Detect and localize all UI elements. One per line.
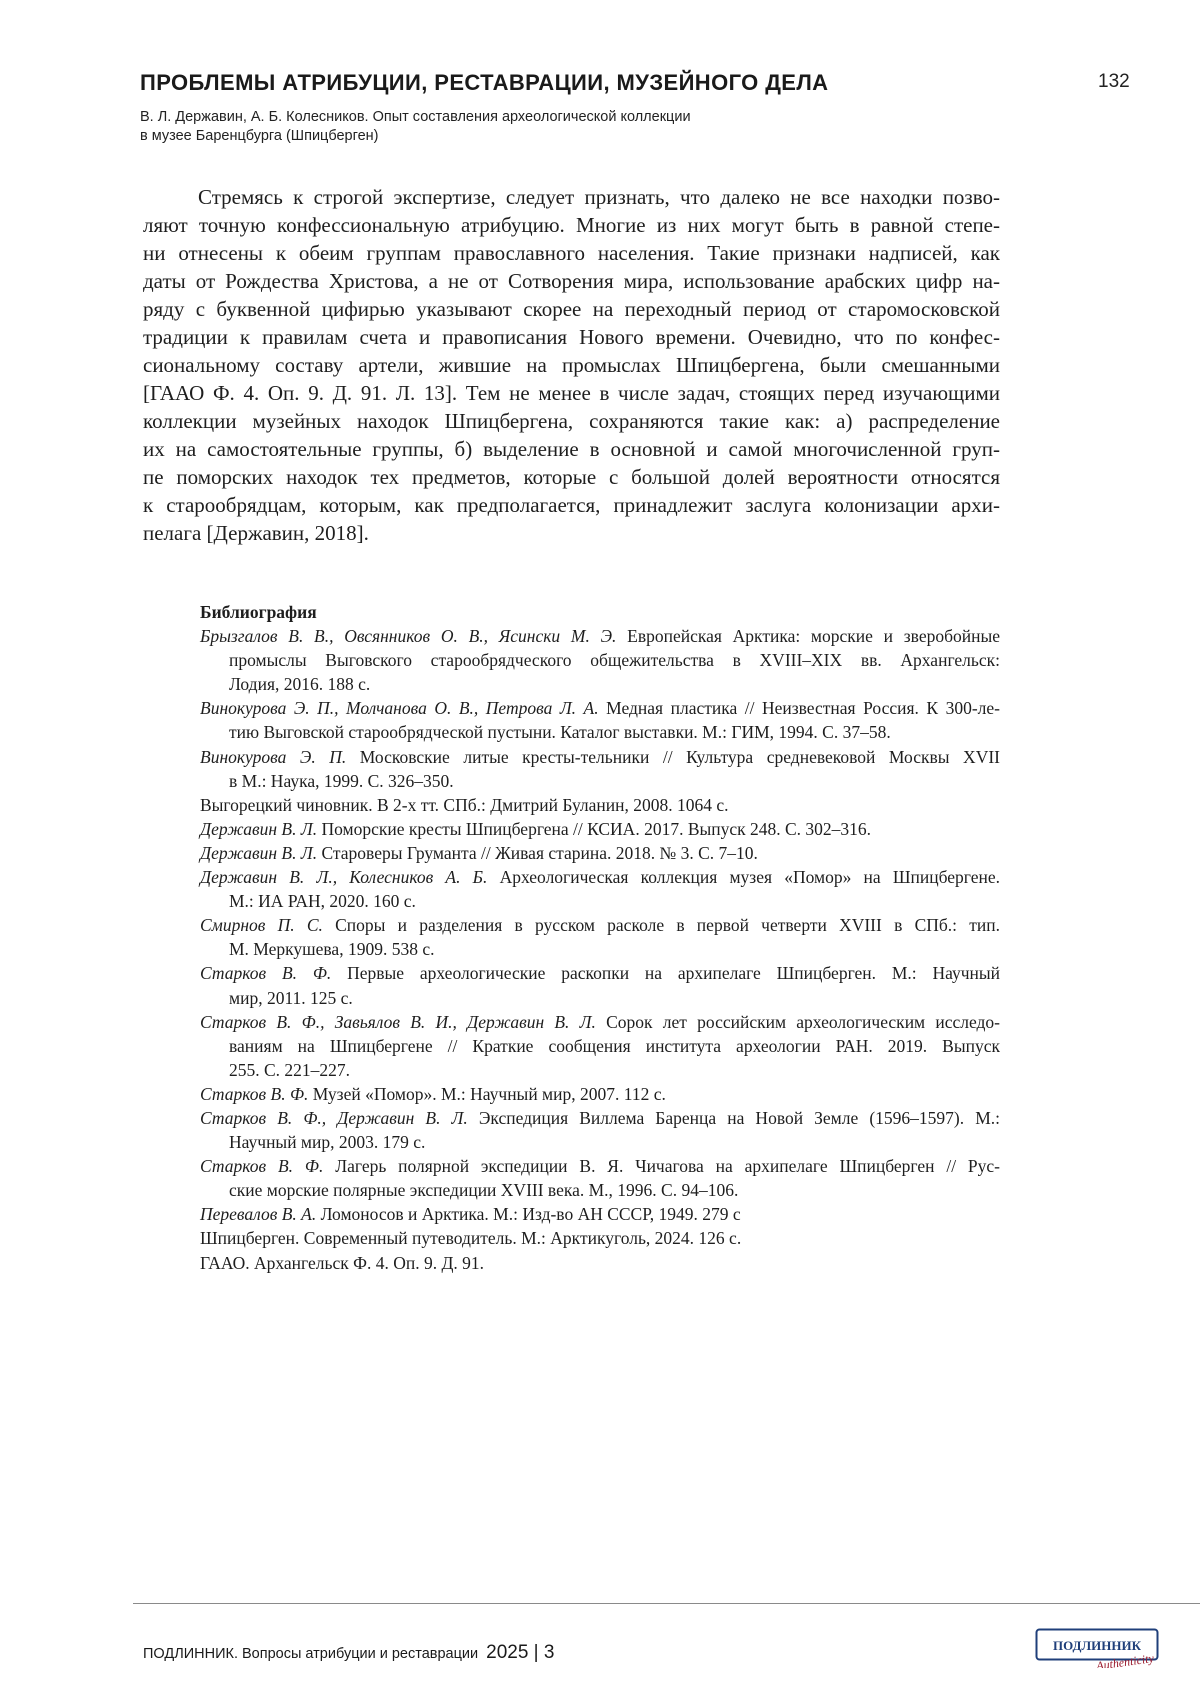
bibliography-entry	[200, 865, 1000, 913]
bibliography-entry	[200, 1010, 1000, 1082]
journal-name: ПОДЛИННИК. Вопросы атрибуции и реставрации	[143, 1646, 478, 1662]
entry-text: промыслы Выговского старообрядческого общежительства в XVIII–XIX вв. Архангельск:	[229, 650, 1000, 670]
article-reference-line: в музее Баренцбурга (Шпицберген)	[140, 127, 691, 146]
entry-text: тию Выговской старообрядческой пустыни. Каталог выставки. М.: ГИМ, 1994. С. 37–58.	[229, 722, 891, 742]
bibliography-entry-line	[200, 745, 1000, 769]
section-title: ПРОБЛЕМЫ АТРИБУЦИИ, РЕСТАВРАЦИИ, МУЗЕЙНОГО ДЕЛА	[140, 70, 828, 96]
bibliography-entry-line	[200, 841, 1000, 865]
bibliography-entry-line	[200, 865, 1000, 889]
entry-author: Старков В. Ф.	[200, 1084, 308, 1104]
issue-number: 2025 | 3	[486, 1642, 554, 1663]
bibliography-entry	[200, 841, 1000, 865]
body-line: ляют точную конфессиональную атрибуцию. Многие из них могут быть в равной степе-	[143, 211, 1000, 239]
bibliography-entry	[200, 793, 1000, 817]
body-line: ни отнесены к обеим группам православного населения. Такие признаки надписей, как	[143, 239, 1000, 267]
svg-text:ПОДЛИННИК: ПОДЛИННИК	[1053, 1638, 1142, 1653]
entry-text: в М.: Наука, 1999. С. 326–350.	[229, 771, 454, 791]
bibliography-entry	[200, 624, 1000, 696]
bibliography-entry	[200, 745, 1000, 793]
entry-text: мир, 2011. 125 с.	[229, 988, 353, 1008]
bibliography	[200, 600, 1000, 1275]
entry-author: Перевалов В. А.	[200, 1204, 316, 1224]
bibliography-entry	[200, 1082, 1000, 1106]
bibliography-entry-line	[200, 1130, 1000, 1154]
bibliography-entry	[200, 817, 1000, 841]
bibliography-entry	[200, 1154, 1000, 1202]
bibliography-entry-line	[200, 696, 1000, 720]
entry-text: Споры и разделения в русском расколе в первой четверти XVIII в СПб.: тип.	[335, 915, 1000, 935]
bibliography-entry-line	[200, 1106, 1000, 1130]
entry-text: Европейская Арктика: морские и зверобойные	[627, 626, 1000, 646]
bibliography-entry	[200, 1202, 1000, 1226]
bibliography-entry-line	[200, 720, 1000, 744]
entry-author: Винокурова Э. П.	[200, 747, 346, 767]
entry-author: Старков В. Ф., Завьялов В. И., Державин В. Л.	[200, 1012, 596, 1032]
entry-text: Ломоносов и Арктика. М.: Изд-во АН СССР, 1949. 279 с	[321, 1204, 741, 1224]
article-reference-line: В. Л. Державин, А. Б. Колесников. Опыт составления археологической коллекции	[140, 108, 691, 127]
body-line: сиональному составу артели, жившие на промыслах Шпицбергена, были смешанными	[143, 351, 1000, 379]
body-line: традиции к правилам счета и правописания Нового времени. Очевидно, что по конфес-	[143, 323, 1000, 351]
body-line: к старообрядцам, которым, как предполагается, принадлежит заслуга колонизации архи-	[143, 491, 1000, 519]
entry-text: Научный мир, 2003. 179 с.	[229, 1132, 425, 1152]
body-line: даты от Рождества Христова, а не от Сотворения мира, использование арабских цифр на-	[143, 267, 1000, 295]
entry-author: Старков В. Ф.	[200, 1156, 323, 1176]
entry-author: Державин В. Л.	[200, 819, 317, 839]
footer-journal	[143, 1642, 554, 1664]
bibliography-entry-line	[200, 624, 1000, 648]
bibliography-entry-line	[200, 1082, 1000, 1106]
entry-text: Археологическая коллекция музея «Помор» на Шпицбергене.	[500, 867, 1000, 887]
bibliography-entry-line	[200, 1226, 1000, 1250]
bibliography-entry	[200, 961, 1000, 1009]
entry-text: Музей «Помор». М.: Научный мир, 2007. 112 с.	[313, 1084, 666, 1104]
entry-text: М. Меркушева, 1909. 538 с.	[229, 939, 434, 959]
entry-text: 255. С. 221–227.	[229, 1060, 350, 1080]
bibliography-entry	[200, 1106, 1000, 1154]
entry-author: Державин В. Л.	[200, 843, 317, 863]
body-line: коллекции музейных находок Шпицбергена, сохраняются такие как: а) распределение	[143, 407, 1000, 435]
bibliography-entry-line	[200, 1058, 1000, 1082]
entry-text: Выгорецкий чиновник. В 2-х тт. СПб.: Дмитрий Буланин, 2008. 1064 с.	[200, 795, 729, 815]
entry-text: Лодия, 2016. 188 с.	[229, 674, 370, 694]
body-paragraph	[143, 183, 1000, 547]
entry-text: ваниям на Шпицбергене // Краткие сообщения института археологии РАН. 2019. Выпуск	[229, 1036, 1000, 1056]
footer-divider	[133, 1603, 1200, 1604]
bibliography-entry	[200, 696, 1000, 744]
article-reference	[140, 108, 691, 146]
entry-text: Лагерь полярной экспедиции В. Я. Чичагова на архипелаге Шпицберген // Рус-	[335, 1156, 1000, 1176]
bibliography-entry-line	[200, 986, 1000, 1010]
bibliography-entry-line	[200, 793, 1000, 817]
bibliography-entry-line	[200, 913, 1000, 937]
bibliography-entry-line	[200, 672, 1000, 696]
body-line: пелага [Державин, 2018].	[143, 519, 1000, 547]
entry-text: Медная пластика // Неизвестная Россия. К 300-ле-	[606, 698, 1000, 718]
entry-text: ГААО. Архангельск Ф. 4. Оп. 9. Д. 91.	[200, 1253, 484, 1273]
entry-text: Экспедиция Виллема Баренца на Новой Земле (1596–1597). М.:	[479, 1108, 1000, 1128]
svg-text:Authenticity: Authenticity	[1094, 1651, 1155, 1668]
bibliography-entry-line	[200, 1154, 1000, 1178]
entry-text: М.: ИА РАН, 2020. 160 с.	[229, 891, 416, 911]
bibliography-entry	[200, 1226, 1000, 1250]
bibliography-entry-line	[200, 1010, 1000, 1034]
bibliography-entry-line	[200, 1202, 1000, 1226]
bibliography-entry-line	[200, 1034, 1000, 1058]
entry-text: Московские литые кресты-тельники // Культура средневековой Москвы XVII	[360, 747, 1000, 767]
entry-text: Сорок лет российским археологическим исследо-	[606, 1012, 1000, 1032]
entry-author: Смирнов П. С.	[200, 915, 323, 935]
entry-author: Старков В. Ф., Державин В. Л.	[200, 1108, 468, 1128]
body-line: Стремясь к строгой экспертизе, следует признать, что далеко не все находки позво-	[143, 183, 1000, 211]
bibliography-entry	[200, 1251, 1000, 1275]
bibliography-entry-line	[200, 769, 1000, 793]
entry-author: Державин В. Л., Колесников А. Б.	[200, 867, 487, 887]
entry-text: Поморские кресты Шпицбергена // КСИА. 2017. Выпуск 248. С. 302–316.	[321, 819, 871, 839]
entry-text: Первые археологические раскопки на архипелаге Шпицберген. М.: Научный	[347, 963, 1000, 983]
body-line: ряду с буквенной цифирью указывают скорее на переходный период от старомосковской	[143, 295, 1000, 323]
journal-logo	[1035, 1628, 1163, 1668]
body-line: пе поморских находок тех предметов, которые с большой долей вероятности относятся	[143, 463, 1000, 491]
entry-text: ские морские полярные экспедиции XVIII века. М., 1996. С. 94–106.	[229, 1180, 738, 1200]
bibliography-entry-line	[200, 648, 1000, 672]
bibliography-entry-line	[200, 937, 1000, 961]
entry-text: Староверы Груманта // Живая старина. 2018. № 3. С. 7–10.	[321, 843, 757, 863]
body-line: [ГААО Ф. 4. Оп. 9. Д. 91. Л. 13]. Тем не менее в числе задач, стоящих перед изучающими	[143, 379, 1000, 407]
bibliography-entry-line	[200, 889, 1000, 913]
body-line: их на самостоятельные группы, б) выделение в основной и самой многочисленной груп-	[143, 435, 1000, 463]
entry-author: Брызгалов В. В., Овсянников О. В., Ясински М. Э.	[200, 626, 616, 646]
bibliography-heading: Библиография	[200, 600, 1000, 624]
entry-author: Винокурова Э. П., Молчанова О. В., Петрова Л. А.	[200, 698, 599, 718]
bibliography-entry-line	[200, 1178, 1000, 1202]
bibliography-entry-line	[200, 817, 1000, 841]
entry-author: Старков В. Ф.	[200, 963, 331, 983]
bibliography-entry-line	[200, 961, 1000, 985]
bibliography-list	[200, 624, 1000, 1275]
page-number: 132	[1098, 71, 1130, 93]
entry-text: Шпицберген. Современный путеводитель. М.: Арктикуголь, 2024. 126 с.	[200, 1228, 741, 1248]
bibliography-entry-line	[200, 1251, 1000, 1275]
bibliography-entry	[200, 913, 1000, 961]
